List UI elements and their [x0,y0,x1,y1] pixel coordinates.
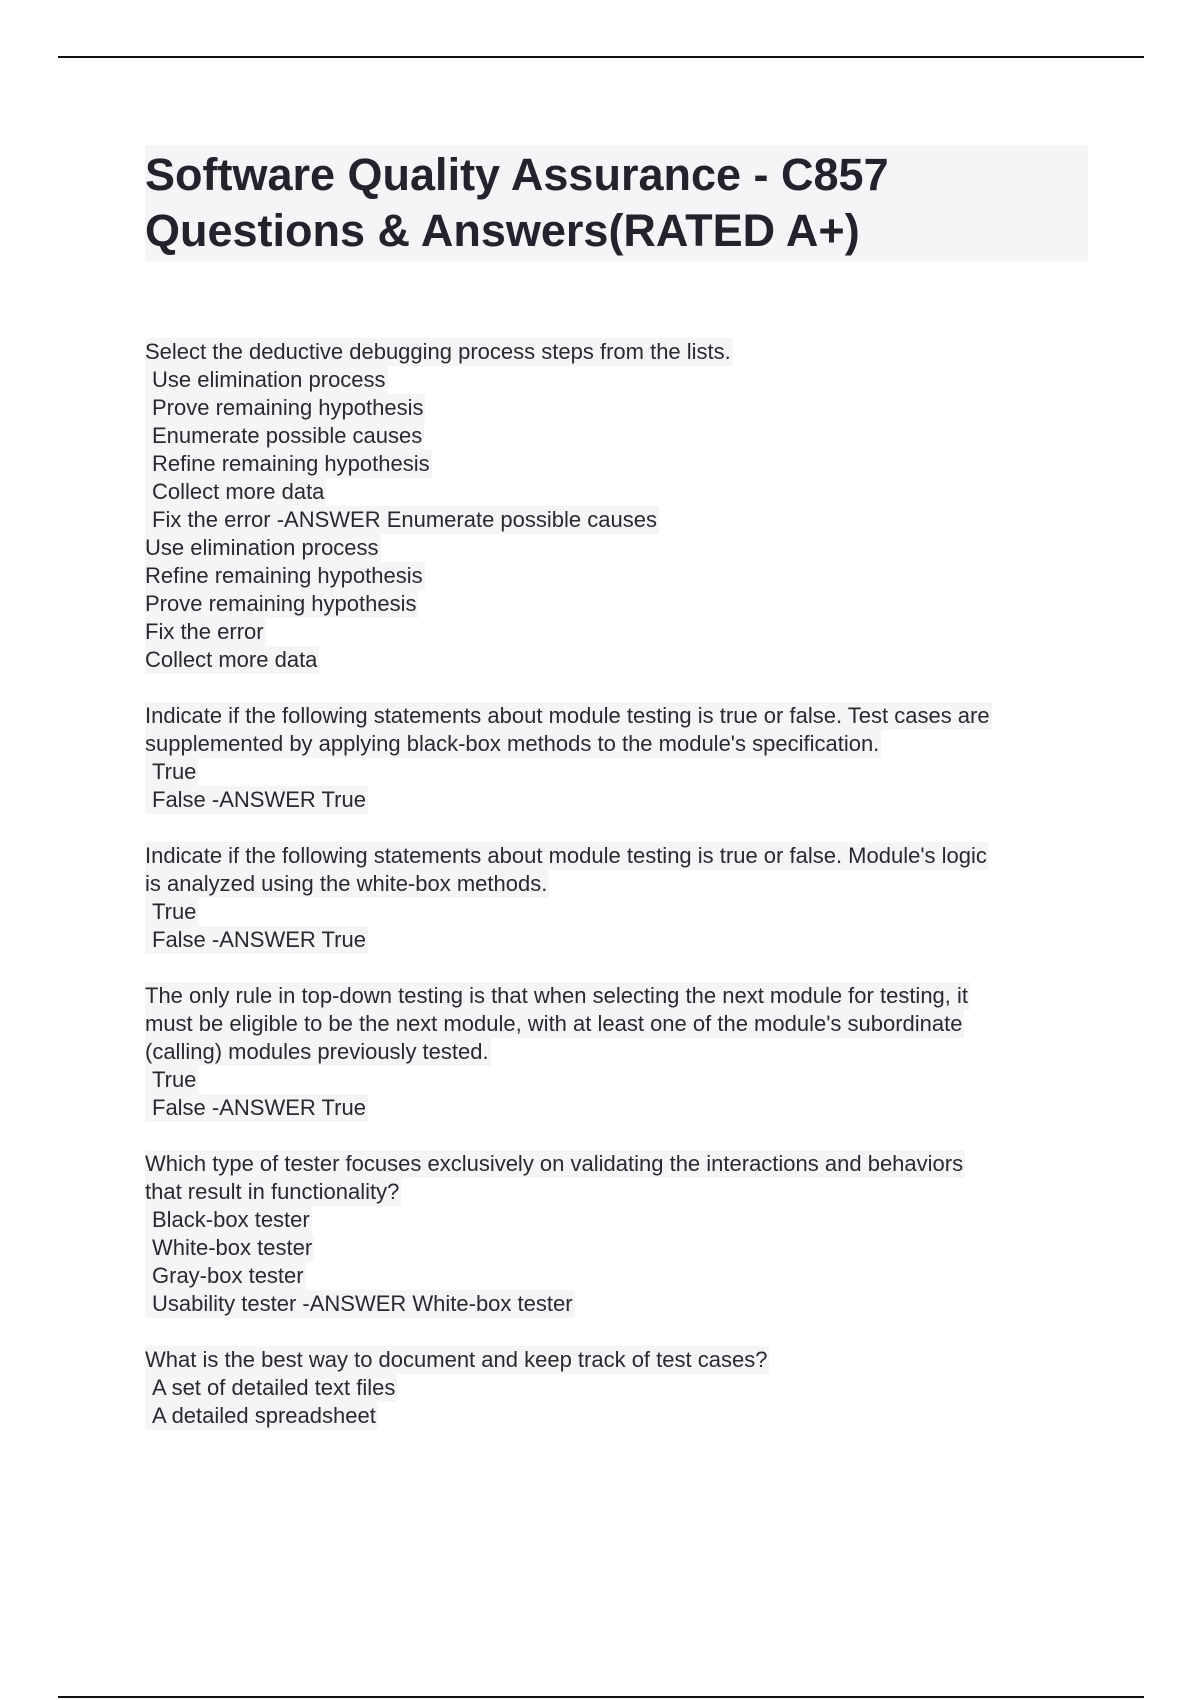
question-text-row [145,338,1095,366]
document-title [145,145,1088,261]
question-text: Select the deductive debugging process steps from the lists. [145,339,731,364]
answer-option-row [145,422,1095,450]
answer-option-row [145,1374,1095,1402]
answer-option-row [145,1290,1095,1318]
answer-option: Refine remaining hypothesis [145,450,432,478]
answer-option-row [145,450,1095,478]
question-text-row [145,982,1095,1010]
answer-option-row [145,1262,1095,1290]
answer-option-row [145,478,1095,506]
answer-option: Prove remaining hypothesis [145,394,425,422]
answer-text: Collect more data [145,647,318,672]
title-line: Questions & Answers(RATED A+) [145,205,860,256]
answer-option-row [145,1094,1095,1122]
answer-option-row [145,366,1095,394]
question-text: supplemented by applying black-box methods to the module's specification. [145,731,880,756]
question-text-row [145,842,1095,870]
answer-option: False -ANSWER True [145,786,368,814]
answer-option: Collect more data [145,478,326,506]
question-text: The only rule in top-down testing is that when selecting the next module for testing, it [145,983,969,1008]
answer-text: Prove remaining hypothesis [145,591,417,616]
title-line: Software Quality Assurance - C857 [145,149,889,200]
question-text: What is the best way to document and keep track of test cases? [145,1347,768,1372]
question-text: Indicate if the following statements about module testing is true or false. Test cases are [145,703,990,728]
answer-option: True [145,1066,198,1094]
answer-option: False -ANSWER True [145,926,368,954]
answer-text: Use elimination process [145,535,379,560]
answer-text: Refine remaining hypothesis [145,563,423,588]
answer-text-row [145,590,1095,618]
question-text-row [145,730,1095,758]
qa-item [145,702,1095,814]
answer-option-row [145,926,1095,954]
question-text-row [145,1010,1095,1038]
qa-item [145,1150,1095,1318]
answer-option-row [145,1066,1095,1094]
answer-option: Enumerate possible causes [145,422,424,450]
answer-option-row [145,1234,1095,1262]
question-text: is analyzed using the white-box methods. [145,871,548,896]
question-text-row [145,1178,1095,1206]
question-answer-list [145,338,1095,1458]
question-text: must be eligible to be the next module, with at least one of the module's subordinate [145,1011,963,1036]
answer-option-row [145,898,1095,926]
answer-option-row [145,1402,1095,1430]
question-text: (calling) modules previously tested. [145,1039,489,1064]
answer-option: True [145,758,198,786]
question-text-row [145,1346,1095,1374]
question-text: that result in functionality? [145,1179,400,1204]
top-rule [58,56,1144,58]
question-text-row [145,1150,1095,1178]
answer-option: Fix the error -ANSWER Enumerate possible causes [145,506,659,534]
qa-item [145,1346,1095,1430]
answer-option-row [145,1206,1095,1234]
answer-option-row [145,394,1095,422]
qa-item [145,842,1095,954]
qa-item [145,982,1095,1122]
bottom-rule [58,1696,1144,1698]
answer-text-row [145,534,1095,562]
qa-item [145,338,1095,674]
answer-option: Usability tester -ANSWER White-box tester [145,1290,575,1318]
answer-option: Gray-box tester [145,1262,306,1290]
answer-option-row [145,758,1095,786]
answer-option-row [145,786,1095,814]
answer-option: A detailed spreadsheet [145,1402,378,1430]
answer-option: False -ANSWER True [145,1094,368,1122]
answer-text: Fix the error [145,619,264,644]
question-text-row [145,702,1095,730]
question-text-row [145,870,1095,898]
answer-option: True [145,898,198,926]
question-text: Which type of tester focuses exclusively on validating the interactions and behaviors [145,1151,964,1176]
answer-option: Use elimination process [145,366,388,394]
answer-option: White-box tester [145,1234,314,1262]
answer-text-row [145,562,1095,590]
answer-text-row [145,646,1095,674]
answer-text-row [145,618,1095,646]
question-text: Indicate if the following statements about module testing is true or false. Module's logic [145,843,987,868]
answer-option-row [145,506,1095,534]
answer-option: A set of detailed text files [145,1374,397,1402]
answer-option: Black-box tester [145,1206,312,1234]
question-text-row [145,1038,1095,1066]
